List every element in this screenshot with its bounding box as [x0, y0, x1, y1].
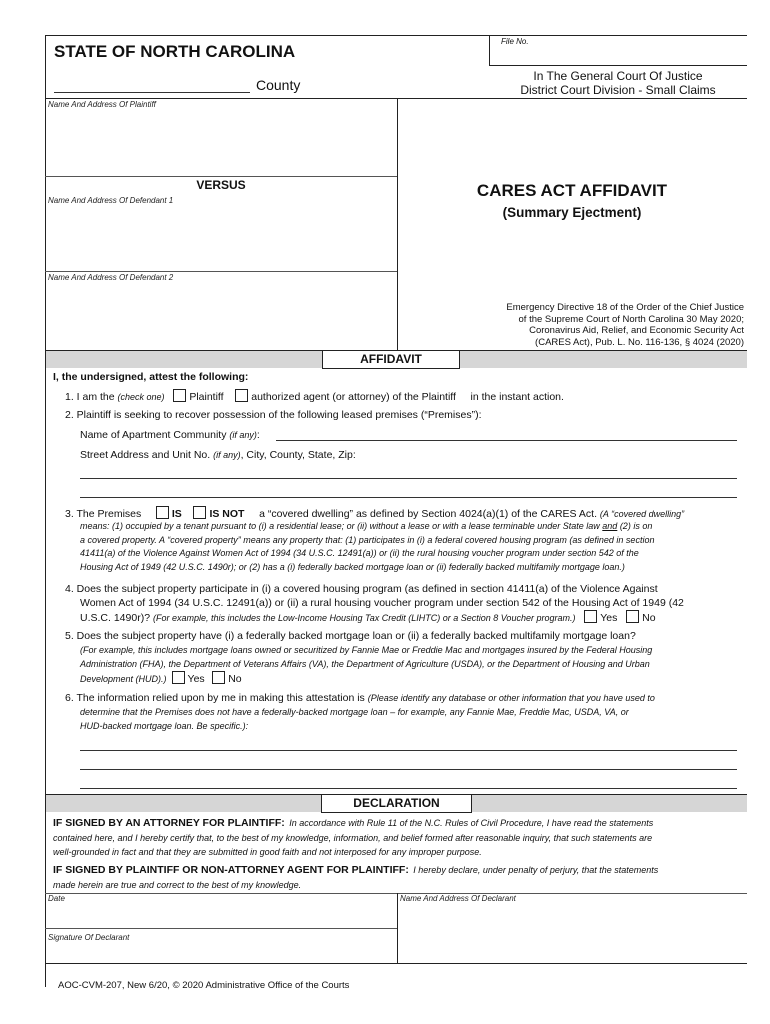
- is-not-option-label: IS NOT: [209, 508, 245, 520]
- plaintiff-statement: [53, 862, 658, 892]
- info-field-line-1[interactable]: [80, 750, 737, 751]
- street-field-line-1[interactable]: [80, 478, 737, 479]
- street-label-rest: , City, County, State, Zip:: [240, 449, 356, 461]
- item-6-question: 6. The information relied upon by me in making this attestation is: [65, 692, 365, 704]
- county-field[interactable]: [54, 92, 250, 93]
- court-name: [489, 69, 747, 97]
- item-5-yes-checkbox[interactable]: [172, 671, 185, 684]
- defendant1-field[interactable]: [46, 208, 396, 270]
- defendant2-field[interactable]: [46, 285, 396, 347]
- item-5-note-line: Administration (FHA), the Department of Veterans Affairs (VA), the Department of Agriculture (USDA), or the Department of Housing and Urban: [80, 658, 650, 669]
- item-5-no-checkbox[interactable]: [212, 671, 225, 684]
- is-checkbox[interactable]: [156, 506, 169, 519]
- plaintiff-checkbox[interactable]: [173, 389, 186, 402]
- plaintiff-option-label: Plaintiff: [189, 391, 224, 403]
- item-6-note: [80, 706, 629, 733]
- item-3-note-line: means: (1) occupied by a tenant pursuant to (i) a residential lease; or (ii) without a lease or with a lease terminable under State law and (2) is on: [80, 521, 653, 531]
- item-6-note-line: determine that the Premises does not have a federally-backed mortgage loan – for example, any Fannie Mae, Freddie Mac, USDA, VA, or: [80, 707, 629, 717]
- item-5-note: [80, 644, 652, 687]
- file-no-label: File No.: [501, 37, 529, 46]
- directive-citation: [400, 302, 744, 348]
- community-field[interactable]: [276, 440, 737, 441]
- street-label-text: Street Address and Unit No.: [80, 449, 211, 461]
- no-label: No: [228, 673, 242, 685]
- versus-label: VERSUS: [196, 178, 246, 192]
- declaration-heading: DECLARATION: [321, 794, 472, 813]
- community-label-text: Name of Apartment Community: [80, 429, 227, 441]
- item-3-note-line: a covered property. A “covered property” means any property that: (1) participates in (i) a federal covered housing program (as defined in section: [80, 534, 655, 545]
- date-field[interactable]: [46, 906, 396, 927]
- item-5-question: 5. Does the subject property have (i) a federally backed mortgage loan or (ii) a federally backed multifamily mortgage loan?: [65, 630, 636, 642]
- item-4-yes-checkbox[interactable]: [584, 610, 597, 623]
- item-4: [65, 582, 684, 626]
- street-label: [80, 448, 356, 463]
- item-4-no-checkbox[interactable]: [626, 610, 639, 623]
- court-line-2: District Court Division - Small Claims: [520, 83, 716, 97]
- form-footer: AOC-CVM-207, New 6/20, © 2020 Administrative Office of the Courts: [58, 980, 350, 991]
- plaintiff-field[interactable]: [46, 112, 396, 174]
- item-6-note-line: HUD-backed mortgage loan. Be specific.):: [80, 720, 249, 731]
- plaintiff-line: made herein are true and correct to the best of my knowledge.: [53, 879, 302, 890]
- community-label: Name of Apartment Community (if any):: [80, 429, 260, 441]
- directive-line: Emergency Directive 18 of the Order of the Chief Justice: [506, 302, 744, 313]
- agent-checkbox[interactable]: [235, 389, 248, 402]
- plaintiff-label: Name And Address Of Plaintiff: [48, 100, 156, 109]
- declarant-field[interactable]: [398, 906, 746, 962]
- date-label: Date: [48, 894, 65, 903]
- is-option-label: IS: [171, 508, 182, 520]
- plaintiff-line: IF SIGNED BY PLAINTIFF OR NON-ATTORNEY AGENT FOR PLAINTIFF: I hereby declare, under penalty of perjury, that the statements: [53, 864, 659, 876]
- item-1-prefix: 1. I am the: [65, 391, 115, 403]
- if-any-note: (if any): [229, 430, 257, 440]
- if-any-note: (if any): [213, 450, 241, 460]
- item-6-note-start: (Please identify any database or other information that you have used to: [367, 693, 655, 703]
- item-3-prefix: 3. The Premises: [65, 508, 142, 520]
- attorney-line: contained here, and I hereby certify that, to the best of my knowledge, information, and belief formed after reasonable inquiry, that such statements are: [53, 832, 653, 843]
- directive-line: Coronavirus Aid, Relief, and Economic Security Act: [529, 325, 744, 336]
- no-label: No: [642, 612, 656, 624]
- affidavit-heading: AFFIDAVIT: [322, 350, 460, 369]
- item-6: [65, 691, 655, 706]
- item-4-line: [65, 610, 684, 626]
- attorney-line: IF SIGNED BY AN ATTORNEY FOR PLAINTIFF: In accordance with Rule 11 of the N.C. Rules of Civil Procedure, I have read the statements: [53, 817, 654, 829]
- item-4-note: (For example, this includes the Low-Income Housing Tax Credit (LIHTC) or a Section 8 Voucher program.): [152, 613, 576, 623]
- item-3-note: [80, 520, 740, 574]
- attorney-statement: [53, 815, 653, 860]
- directive-line: (CARES Act), Pub. L. No. 116-136, § 4024 (2020): [535, 336, 744, 348]
- info-field-line-3[interactable]: [80, 788, 737, 789]
- form-title: CARES ACT AFFIDAVIT: [476, 181, 668, 200]
- item-4-line: 4. Does the subject property participate in (i) a covered housing program (as defined in section 41411(a) of the Violence Against: [65, 583, 658, 595]
- state-heading: STATE OF NORTH CAROLINA: [54, 42, 296, 61]
- affidavit-intro: I, the undersigned, attest the following:: [53, 371, 249, 383]
- yes-label: Yes: [187, 673, 205, 685]
- item-3-note-line: Housing Act of 1949 (42 U.S.C. 1490r); or (2) has a (i) federally backed mortgage loan or (ii) federally backed multifamily mortgage loan.): [80, 561, 625, 572]
- item-5-note-line: Development (HUD).) Yes No: [80, 673, 242, 685]
- item-3-text: a “covered dwelling” as defined by Section 4024(a)(1) of the CARES Act.: [259, 508, 597, 520]
- declarant-label: Name And Address Of Declarant: [400, 894, 516, 903]
- item-5-note-line: (For example, this includes mortgage loans owned or securitized by Fannie Mae or Freddie Mac and mortgages insured by the Federal Housing: [80, 645, 653, 655]
- item-3-note-line: 41411(a) of the Violence Against Women Act of 1994 (34 U.S.C. 12491(a)) or (ii) the rural housing voucher program under section 542 of the: [80, 548, 639, 558]
- yes-label: Yes: [600, 612, 618, 624]
- is-not-checkbox[interactable]: [193, 506, 206, 519]
- item-4-question-end: U.S.C. 1490r)?: [80, 612, 151, 624]
- check-one-note: (check one): [117, 392, 165, 402]
- info-field-line-2[interactable]: [80, 769, 737, 770]
- court-line-1: In The General Court Of Justice: [533, 69, 703, 83]
- county-label: County: [256, 77, 301, 93]
- signature-field[interactable]: [46, 945, 396, 962]
- item-3-note-start: (A “covered dwelling”: [599, 509, 685, 519]
- attorney-line: well-grounded in fact and that they are submitted in good faith and not interposed for any improper purpose.: [53, 847, 482, 857]
- street-field-line-2[interactable]: [80, 497, 737, 498]
- agent-option-label: authorized agent (or attorney) of the Plaintiff: [251, 391, 456, 403]
- form-subtitle: (Summary Ejectment): [502, 205, 642, 220]
- item-1: [65, 389, 564, 404]
- item-4-line: Women Act of 1994 (34 U.S.C. 12491(a)) or (ii) a rural housing voucher program under section 542 of the Housing Act of 1949 (42: [80, 597, 684, 609]
- item-1-suffix: in the instant action.: [470, 391, 564, 403]
- signature-label: Signature Of Declarant: [48, 933, 130, 942]
- item-2-text: 2. Plaintiff is seeking to recover possession of the following leased premises (“Premises”):: [65, 409, 482, 421]
- directive-line: of the Supreme Court of North Carolina 30 May 2020;: [518, 313, 744, 325]
- defendant1-label: Name And Address Of Defendant 1: [48, 196, 174, 205]
- defendant2-label: Name And Address Of Defendant 2: [48, 273, 174, 282]
